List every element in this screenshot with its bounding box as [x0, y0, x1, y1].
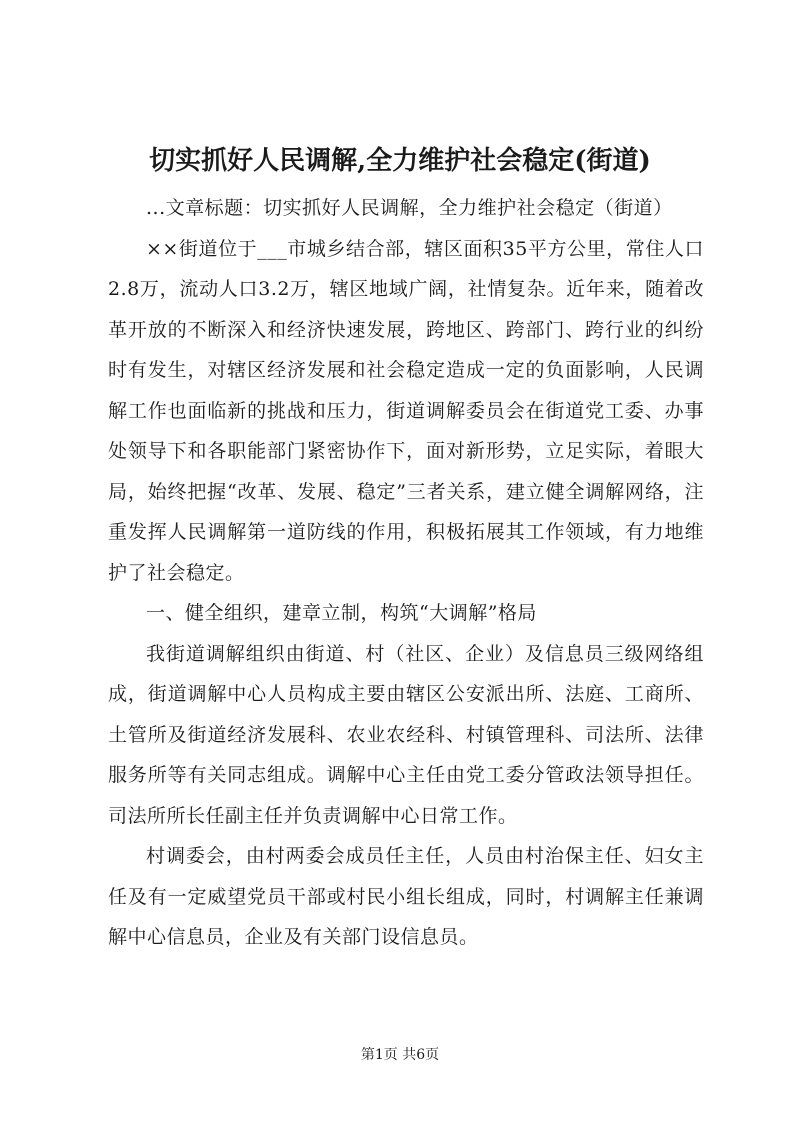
document-title: 切实抓好人民调解,全力维护社会稳定(街道): [149, 146, 651, 176]
paragraph-organization: 我街道调解组织由街道、村（社区、企业）及信息员三级网络组成，街道调解中心人员构成主要由辖区公安派出所、法庭、工商所、土管所及街道经济发展科、农业农经科、村镇管理科、司法所、法律服务所等有关同志组成。调解中心主任由党工委分管政法领导担任。司法所所长任副主任并负责调解中心日常工作。: [108, 642, 704, 827]
paragraph-intro: ××街道位于___市城乡结合部，辖区面积35平方公里，常住人口2.8万，流动人口3.2万，辖区地域广阔，社情复杂。近年来，随着改革开放的不断深入和经济快速发展，跨地区、跨部门、跨行业的纠纷时有发生，对辖区经济发展和社会稳定造成一定的负面影响，人民调解工作也面临新的挑战和压力，街道调解委员会在街道党工委、办事处领导下和各职能部门紧密协作下，面对新形势，立足实际，着眼大局，始终把握“改革、发展、稳定”三者关系，建立健全调解网络，注重发挥人民调解第一道防线的作用，积极拓展其工作领域，有力地维护了社会稳定。: [108, 237, 704, 584]
document-body: [108, 188, 704, 958]
page-footer: 第1页 共6页: [360, 1047, 440, 1063]
paragraph-article-title: ...文章标题：切实抓好人民调解，全力维护社会稳定（街道）: [146, 197, 673, 219]
section-heading: 一、健全组织，建章立制，构筑“大调解”格局: [146, 602, 537, 624]
paragraph-village-committee: 村调委会，由村两委会成员任主任，人员由村治保主任、妇女主任及有一定威望党员干部或村民小组长组成，同时，村调解主任兼调解中心信息员，企业及有关部门设信息员。: [108, 845, 704, 948]
